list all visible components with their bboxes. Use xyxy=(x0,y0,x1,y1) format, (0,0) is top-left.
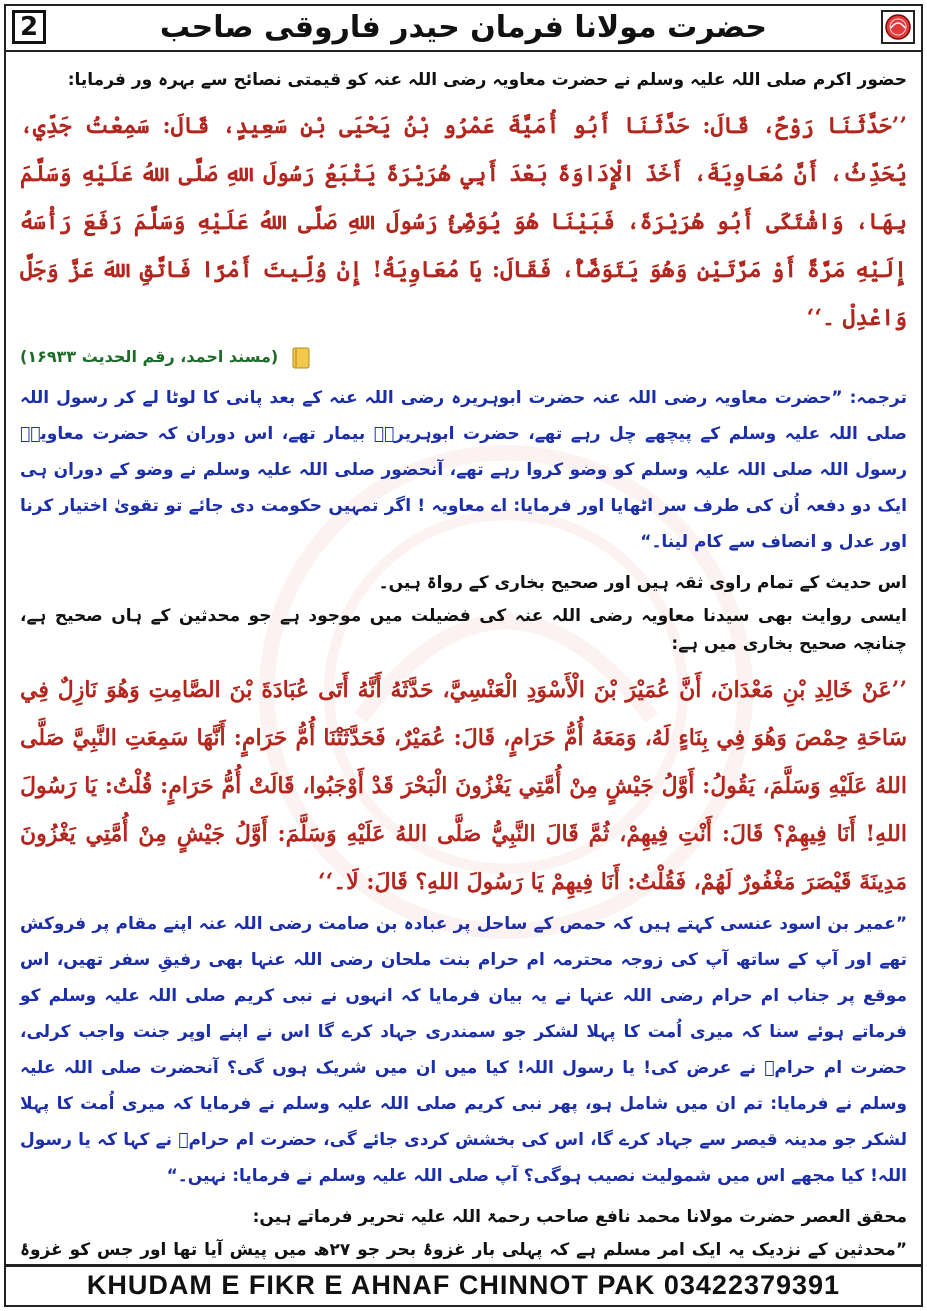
book-icon xyxy=(292,347,310,369)
section1-intro: حضور اکرم صلی اللہ علیہ وسلم نے حضرت معاویہ رضی اللہ عنہ کو قیمتی نصائح سے بہرہ ور فرمایا: xyxy=(67,70,907,90)
section3-quote: ”محدثین کے نزدیک یہ ایک امر مسلم ہے کہ پہلی بار غزوۂ بحر جو ۲۷ھ میں پیش آیا تھا اور جس کو غزوۂ xyxy=(20,1240,907,1260)
page-footer: KHUDAM E FIKR E AHNAF CHINNOT PAK 03422379391 xyxy=(6,1264,921,1305)
document-page xyxy=(4,4,923,1307)
hadith-reference xyxy=(20,342,907,372)
seal-logo-icon xyxy=(881,10,915,44)
page-title: حضرت مولانا فرمان حیدر فاروقی صاحب xyxy=(159,10,768,45)
section2-translation: ”عمیر بن اسود عنسی کہتے ہیں کہ حمص کے ساحل پر عبادہ بن صامت رضی اللہ عنہ اپنے مقام پر فروکش تھے اور آپ کے ساتھ آپ کی زوجہ محترمہ ام حرام بنت ملحان رضی اللہ عنہا بھی رفیقِ سفر تھیں، اس موقع پر جناب ام حرام رضی اللہ عنہا نے یہ بیان فرمایا کہ انہوں نے نبی کریم صلی اللہ علیہ وسلم کو فرماتے ہوئے سنا کہ میری اُمت کا پہلا لشکر جو سمندری جہاد کرے گا اس نے اپنے اوپر جنت واجب کرلی، حضرت ام حرامؓ نے عرض کی! یا رسول اللہ! کیا میں ان میں شریک ہوں گی؟ آنحضرت صلی اللہ علیہ وسلم نے فرمایا: تم ان میں شامل ہو، پھر نبی کریم صلی اللہ علیہ وسلم نے فرمایا کہ میری اُمت کا پہلا لشکر جو مدینہ قیصر سے جہاد کرے گا، اس کی بخشش کردی جائے گی، حضرت ام حرامؓ نے کہا کہ یا رسول اللہ! کیا مجھے اس میں شمولیت نصیب ہوگی؟ آپ صلی اللہ علیہ وسلم نے فرمایا: نہیں۔“ xyxy=(20,914,907,1186)
main-content xyxy=(6,52,921,1268)
section1-narrator-note: اس حدیث کے تمام راوی ثقہ ہیں اور صحیح بخاری کے رواۃ ہیں۔ xyxy=(378,573,907,593)
section2-intro: ایسی روایت بھی سیدنا معاویہ رضی اللہ عنہ کی فضیلت میں موجود ہے جو محدثین کے ہاں صحیح ہے، چنانچہ صحیح بخاری میں ہے: xyxy=(20,606,907,654)
hadith-reference-text: (مسند احمد، رقم الحدیث ۱۶۹۳۳) xyxy=(20,347,279,366)
section1-arabic-hadith: ’’حَدَّثَنَا رَوْحٌ، قَالَ: حَدَّثَنَا أَبُو أُمَيَّةَ عَمْرُو بْنُ يَحْيَى بْنِ سَعِيدٍ، قَالَ: سَمِعْتُ جَدِّي، يُحَدِّثُ، أَنَّ مُعَاوِيَةَ، أَخَذَ الْإِدَاوَةَ بَعْدَ أَبِي هُرَيْرَةَ يَتْبَعُ رَسُولَ اللهِ صَلَّى اللهُ عَلَيْهِ وَسَلَّمَ بِهَا، وَاشْتَكَى أَبُو هُرَيْرَةَ، فَبَيْنَا هُوَ يُوَضِّئُ رَسُولَ اللهِ صَلَّى اللهُ عَلَيْهِ وَسَلَّمَ رَفَعَ رَأْسَهُ إِلَيْهِ مَرَّةً أَوْ مَرَّتَيْنِ وَهُوَ يَتَوَضَّأُ، فَقَالَ: يَا مُعَاوِيَةُ! إِنْ وُلِّيتَ أَمْرًا فَاتَّقِ اللهَ عَزَّ وَجَلَّ وَاعْدِلْ ۔‘‘ xyxy=(20,113,907,331)
section1-translation: ترجمہ: ”حضرت معاویہ رضی اللہ عنہ حضرت ابوہریرہ رضی اللہ عنہ کے بعد پانی کا لوٹا لے کر رسول اللہ صلی اللہ علیہ وسلم کے پیچھے چل رہے تھے، حضرت ابوہریرہؓ بیمار تھے، اس دوران کہ حضرت معاویہؓ رسول اللہ صلی اللہ علیہ وسلم کو وضو کروا رہے تھے، آنحضور صلی اللہ علیہ وسلم نے وضو کے دوران ہی ایک دو دفعہ اُن کی طرف سر اٹھایا اور فرمایا: اے معاویہ ! اگر تمہیں حکومت دی جائے تو تقویٰ اختیار کرنا اور عدل و انصاف سے کام لینا۔“ xyxy=(20,388,907,552)
page-header xyxy=(6,6,921,52)
page-number: 2 xyxy=(12,10,46,44)
article-body xyxy=(20,66,907,1268)
section3-intro: محقق العصر حضرت مولانا محمد نافع صاحب رحمۃ اللہ علیہ تحریر فرماتے ہیں: xyxy=(252,1207,907,1227)
section2-arabic-hadith: ’’عَنْ خَالِدِ بْنِ مَعْدَانَ، أَنَّ عُمَيْرَ بْنَ الْأَسْوَدِ الْعَنْسِيَّ، حَدَّثَهُ أَنَّهُ أَتَى عُبَادَةَ بْنَ الصَّامِتِ وَهُوَ نَازِلٌ فِي سَاحَةِ حِمْصَ وَهُوَ فِي بِنَاءٍ لَهُ، وَمَعَهُ أُمُّ حَرَامٍ، قَالَ: عُمَيْرٌ، فَحَدَّثَتْنَا أُمُّ حَرَامٍ: أَنَّهَا سَمِعَتِ النَّبِيَّ صَلَّى اللهُ عَلَيْهِ وَسَلَّمَ، يَقُولُ: أَوَّلُ جَيْشٍ مِنْ أُمَّتِي يَغْزُونَ الْبَحْرَ قَدْ أَوْجَبُوا، قَالَتْ أُمُّ حَرَامٍ: قُلْتُ: يَا رَسُولَ اللهِ! أَنَا فِيهِمْ؟ قَالَ: أَنْتِ فِيهِمْ، ثُمَّ قَالَ النَّبِيُّ صَلَّى اللهُ عَلَيْهِ وَسَلَّمَ: أَوَّلُ جَيْشٍ مِنْ أُمَّتِي يَغْزُونَ مَدِينَةَ قَيْصَرَ مَغْفُورٌ لَهُمْ، فَقُلْتُ: أَنَا فِيهِمْ يَا رَسُولَ اللهِ؟ قَالَ: لَا۔‘‘ xyxy=(20,677,907,895)
